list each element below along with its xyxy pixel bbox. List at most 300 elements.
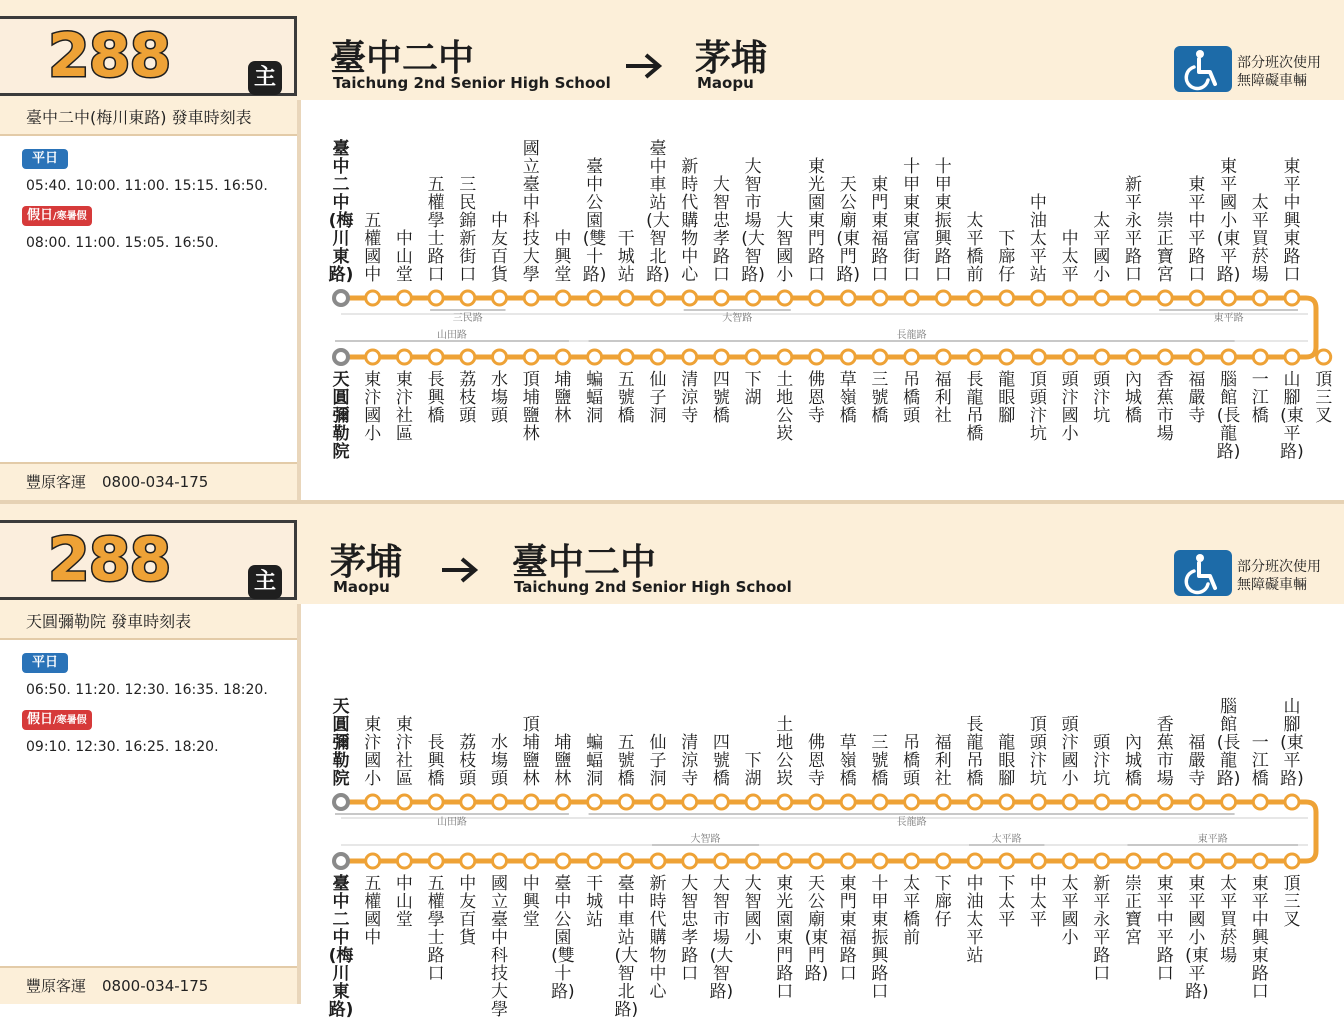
stop-name: 新時代購物中心 [681, 157, 699, 285]
stop-name: 長龍吊橋 [966, 370, 984, 444]
stop-name: 中山堂 [395, 229, 413, 285]
stop-name: 頭汴坑 [1093, 370, 1111, 426]
stop-marker [619, 350, 633, 364]
operator-name: 豐原客運 [26, 977, 87, 995]
stop-marker [905, 291, 919, 305]
stop-marker [461, 350, 475, 364]
stop-marker [1158, 795, 1172, 809]
stop-marker [619, 291, 633, 305]
stop-marker [651, 350, 665, 364]
stop-marker [1158, 291, 1172, 305]
stop-marker [1095, 291, 1109, 305]
weekday-times: 06:50. 11:20. 12:30. 16:35. 18:20. [26, 682, 268, 698]
weekday-times: 05:40. 10:00. 11:00. 15:15. 16:50. [26, 178, 268, 194]
stop-name: 太平買菸場 [1251, 193, 1269, 285]
stop-name: 埔鹽林 [554, 370, 572, 426]
stop-marker [1127, 291, 1141, 305]
stop-marker [366, 854, 380, 868]
route-number-box [0, 520, 297, 600]
stop-name: 長興橋 [427, 370, 445, 426]
stop-name: 三號橋 [871, 370, 889, 426]
stop-marker [841, 854, 855, 868]
stop-name: 蝙蝠洞 [586, 733, 604, 789]
accessible-note-line1: 部分班次使用 [1237, 559, 1321, 575]
stop-marker [1000, 350, 1014, 364]
stop-marker [936, 795, 950, 809]
stop-marker [619, 795, 633, 809]
stop-marker [841, 350, 855, 364]
stop-marker [1285, 350, 1299, 364]
stop-name: 大智市場(大智路) [709, 874, 734, 1002]
stop-name: 國立臺中科技大學 [522, 139, 540, 285]
stop-marker [905, 854, 919, 868]
stop-marker [1031, 854, 1045, 868]
panel-return [0, 504, 1344, 1020]
stop-marker [968, 291, 982, 305]
stop-marker [588, 795, 602, 809]
stop-name: 東平中興東路口 [1283, 157, 1301, 285]
stop-marker [493, 795, 507, 809]
stop-name: 頂埔鹽林 [522, 370, 540, 444]
stop-name: 新時代購物中心 [649, 874, 667, 1002]
stop-name: 下廍仔 [998, 229, 1016, 285]
stop-name: 十甲東東富街口 [903, 157, 921, 285]
stop-marker [1158, 350, 1172, 364]
holiday-tag-sub: /寒暑假 [53, 715, 87, 726]
stop-name: 頭汴坑 [1093, 733, 1111, 789]
stop-name: 三號橋 [871, 733, 889, 789]
stop-name: 東光園東門路口 [776, 874, 794, 1002]
stop-name: 五權國中 [364, 874, 382, 948]
stop-marker [968, 350, 982, 364]
stop-name: 一江橋 [1251, 733, 1269, 789]
stop-name: 臺中公園(雙十路) [582, 157, 607, 285]
stop-marker [429, 291, 443, 305]
stop-marker [873, 350, 887, 364]
stop-name: 崇正寶宮 [1125, 874, 1142, 948]
stop-marker [936, 291, 950, 305]
stop-marker [619, 854, 633, 868]
operator-name: 豐原客運 [26, 473, 87, 491]
stop-name: 臺中二中(梅川東路) [328, 874, 354, 1020]
stop-marker [746, 854, 760, 868]
stop-marker [397, 291, 411, 305]
road-label: 大智路 [722, 313, 753, 324]
stop-name: 長龍吊橋 [966, 715, 984, 789]
origin-name-en: Maopu [333, 578, 390, 596]
stop-name: 干城站 [586, 874, 604, 930]
stop-name: 國立臺中科技大學 [491, 874, 508, 1020]
destination-name-en: Maopu [697, 74, 754, 92]
stop-marker [1222, 291, 1236, 305]
stop-name: 中山堂 [395, 874, 413, 930]
stop-name: 東門東福路口 [871, 175, 889, 285]
stop-name: 香蕉市場 [1156, 715, 1174, 789]
stop-marker [1095, 350, 1109, 364]
arrow-right-icon [624, 52, 664, 80]
stop-name: 福利社 [934, 370, 952, 426]
stop-marker [1285, 795, 1299, 809]
holiday-tag-label: 假日 [27, 208, 54, 223]
stop-name: 福嚴寺 [1188, 370, 1206, 426]
stop-marker [588, 291, 602, 305]
stop-marker [905, 795, 919, 809]
stop-name: 十甲東振興路口 [871, 874, 889, 1002]
stop-name: 三民錦新街口 [459, 175, 477, 285]
route-line [341, 298, 1316, 357]
stop-marker [778, 795, 792, 809]
stop-name: 中友百貨 [491, 211, 508, 285]
stop-marker [1063, 291, 1077, 305]
stop-marker [810, 350, 824, 364]
road-label: 三民路 [452, 313, 483, 324]
stop-marker [429, 854, 443, 868]
stop-marker [334, 795, 348, 809]
stop-name: 中太平 [1029, 874, 1047, 930]
stop-marker [493, 350, 507, 364]
stop-name: 頂頭汴坑 [1029, 370, 1047, 444]
stop-marker [746, 291, 760, 305]
stop-marker [936, 350, 950, 364]
stop-name: 天公廟(東門路) [804, 874, 829, 984]
stop-name: 腦館(長龍路) [1216, 370, 1241, 462]
stop-marker [556, 795, 570, 809]
operator-footer [0, 462, 297, 500]
stop-name: 干城站 [617, 229, 635, 285]
stop-name: 頂頭汴坑 [1029, 715, 1047, 789]
holiday-tag [22, 710, 92, 730]
stop-name: 東汴國小 [364, 370, 382, 444]
stop-name: 下太平 [998, 874, 1016, 930]
stop-name: 草嶺橋 [839, 733, 857, 789]
holiday-tag-label: 假日 [27, 712, 54, 727]
stop-marker [1253, 291, 1267, 305]
stop-name: 中油太平站 [1029, 193, 1047, 285]
stop-name: 頂三叉 [1283, 874, 1301, 930]
stop-name: 東汴社區 [395, 715, 413, 789]
stop-name: 吊橋頭 [903, 733, 921, 789]
accessible-note [1237, 558, 1321, 594]
origin-name-en: Taichung 2nd Senior High School [333, 74, 611, 92]
destination-name: 茅埔 [695, 38, 768, 79]
origin-name: 臺中二中 [330, 38, 475, 79]
stop-marker [1158, 854, 1172, 868]
stop-name: 太平橋前 [966, 211, 984, 285]
road-label: 東平路 [1213, 313, 1244, 324]
stop-name: 大智忠孝路口 [712, 175, 730, 285]
stop-name: 五號橋 [617, 370, 635, 426]
stop-marker [683, 854, 697, 868]
stop-name: 土地公崁 [776, 715, 794, 789]
stop-name: 下廍仔 [934, 874, 952, 930]
holiday-times: 09:10. 12:30. 16:25. 18:20. [26, 739, 219, 755]
stop-marker [1000, 291, 1014, 305]
stop-marker [397, 350, 411, 364]
route-diagram [300, 604, 1344, 1020]
route-diagram [300, 100, 1344, 500]
stop-marker [1190, 795, 1204, 809]
stop-name: 東平國小(東平路) [1216, 157, 1241, 285]
stop-name: 清涼寺 [681, 370, 699, 426]
stop-name: 草嶺橋 [839, 370, 857, 426]
stop-marker [683, 291, 697, 305]
stop-name: 下湖 [744, 370, 762, 408]
stop-marker [778, 291, 792, 305]
stop-marker [397, 795, 411, 809]
accessible-note [1237, 54, 1321, 90]
stop-marker [1222, 854, 1236, 868]
stop-name: 中太平 [1061, 229, 1079, 285]
stop-name: 內城橋 [1125, 370, 1142, 426]
holiday-times: 08:00. 11:00. 15:05. 16:50. [26, 235, 219, 251]
road-label: 長龍路 [896, 330, 927, 341]
stop-name: 頭汴國小 [1061, 370, 1079, 444]
stop-name: 臺中車站(大智北路) [614, 874, 639, 1020]
stop-marker [746, 350, 760, 364]
stop-marker [1317, 350, 1331, 364]
holiday-tag [22, 206, 92, 226]
stop-marker [1063, 350, 1077, 364]
stop-name: 佛恩寺 [808, 733, 825, 789]
stop-name: 五號橋 [617, 733, 635, 789]
stop-name: 臺中公園(雙十路) [551, 874, 575, 1002]
stop-marker [556, 854, 570, 868]
stop-marker [1253, 350, 1267, 364]
accessible-note-line2: 無障礙車輛 [1237, 577, 1307, 593]
stop-marker [493, 854, 507, 868]
stop-marker [1190, 291, 1204, 305]
stop-marker [778, 350, 792, 364]
stop-marker [1063, 795, 1077, 809]
stop-marker [1127, 854, 1141, 868]
stop-marker [1063, 854, 1077, 868]
stop-name: 一江橋 [1251, 370, 1269, 426]
main-route-tag: 主 [248, 61, 282, 95]
stop-name: 新平永平路口 [1093, 874, 1111, 984]
stop-name: 福利社 [934, 733, 952, 789]
stop-name: 福嚴寺 [1188, 733, 1206, 789]
stop-name: 東汴社區 [395, 370, 413, 444]
stop-marker [1127, 350, 1141, 364]
stop-marker [524, 854, 538, 868]
stop-marker [1190, 350, 1204, 364]
wheelchair-icon [1174, 550, 1232, 596]
stop-name: 仙子洞 [649, 733, 667, 789]
road-label: 東平路 [1197, 834, 1228, 845]
stop-name: 山腳(東平路) [1280, 697, 1304, 789]
stop-marker [1222, 795, 1236, 809]
stop-name: 東汴國小 [364, 715, 382, 789]
stop-marker [873, 795, 887, 809]
stop-name: 太平國小 [1061, 874, 1079, 948]
stop-marker [810, 795, 824, 809]
stop-name: 臺中車站(大智北路) [646, 139, 670, 285]
destination-name: 臺中二中 [512, 542, 657, 583]
stop-name: 天公廟(東門路) [836, 175, 860, 285]
stop-marker [429, 350, 443, 364]
stop-marker [1253, 795, 1267, 809]
stop-marker [841, 795, 855, 809]
stop-marker [524, 291, 538, 305]
stop-marker [588, 854, 602, 868]
stop-marker [651, 795, 665, 809]
stop-name: 大智國小 [776, 211, 794, 285]
stop-name: 東平中平路口 [1188, 175, 1206, 285]
stop-marker [461, 854, 475, 868]
stop-marker [1031, 291, 1045, 305]
stop-name: 埔鹽林 [554, 733, 572, 789]
stop-name: 仙子洞 [649, 370, 667, 426]
destination-name-en: Taichung 2nd Senior High School [514, 578, 792, 596]
stop-marker [461, 291, 475, 305]
schedule-title: 臺中二中(梅川東路) 發車時刻表 [0, 100, 297, 136]
stop-marker [1190, 854, 1204, 868]
stop-name: 龍眼腳 [998, 733, 1016, 789]
stop-name: 五權學士路口 [427, 175, 445, 285]
stop-marker [714, 854, 728, 868]
operator-phone: 0800-034-175 [102, 977, 209, 995]
stop-name: 天圓彌勒院 [332, 697, 350, 789]
stop-marker [810, 291, 824, 305]
stop-marker [461, 795, 475, 809]
stop-name: 頂三叉 [1315, 370, 1333, 426]
stop-marker [936, 854, 950, 868]
stop-name: 五權國中 [364, 211, 382, 285]
stop-name: 水塲頭 [491, 733, 508, 789]
stop-name: 太平橋前 [903, 874, 921, 948]
stop-name: 四號橋 [712, 733, 730, 789]
stop-marker [1000, 795, 1014, 809]
stop-marker [810, 854, 824, 868]
stop-marker [968, 854, 982, 868]
stop-marker [334, 291, 348, 305]
stop-name: 荔枝頭 [459, 370, 477, 426]
stop-name: 臺中二中(梅川東路) [328, 139, 354, 285]
stop-marker [1285, 854, 1299, 868]
stop-name: 香蕉市場 [1156, 370, 1174, 444]
road-label: 長龍路 [896, 817, 927, 828]
route-number: 288 [48, 21, 171, 91]
stop-name: 中興堂 [522, 874, 540, 930]
stop-name: 清涼寺 [681, 733, 699, 789]
schedule-title: 天圓彌勒院 發車時刻表 [0, 604, 297, 640]
stop-marker [334, 854, 348, 868]
stop-marker [366, 350, 380, 364]
stop-marker [524, 795, 538, 809]
stop-marker [778, 854, 792, 868]
stop-name: 東門東福路口 [839, 874, 857, 984]
stop-marker [429, 795, 443, 809]
stop-marker [556, 350, 570, 364]
stop-marker [334, 350, 348, 364]
road-label: 山田路 [436, 817, 467, 828]
route-number: 288 [48, 525, 171, 595]
stop-marker [1253, 854, 1267, 868]
main-route-tag: 主 [248, 565, 282, 599]
stop-marker [1031, 350, 1045, 364]
stop-marker [683, 795, 697, 809]
road-label: 太平路 [991, 834, 1022, 845]
stop-marker [714, 350, 728, 364]
stop-name: 龍眼腳 [998, 370, 1016, 426]
stop-name: 中油太平站 [966, 874, 984, 966]
stop-name: 新平永平路口 [1125, 175, 1142, 285]
stop-name: 五權學士路口 [427, 874, 445, 984]
stop-name: 蝙蝠洞 [586, 370, 604, 426]
origin-name: 茅埔 [330, 542, 403, 583]
stop-marker [651, 291, 665, 305]
stop-marker [905, 350, 919, 364]
operator-footer [0, 966, 297, 1004]
holiday-tag-sub: /寒暑假 [53, 211, 87, 222]
stop-name: 佛恩寺 [808, 370, 825, 426]
route-line [341, 802, 1316, 861]
stop-name: 頭汴國小 [1061, 715, 1079, 789]
stop-marker [1031, 795, 1045, 809]
stop-marker [714, 291, 728, 305]
stop-marker [1222, 350, 1236, 364]
stop-name: 荔枝頭 [459, 733, 477, 789]
road-label: 山田路 [436, 330, 467, 341]
stop-marker [524, 350, 538, 364]
accessible-note-line2: 無障礙車輛 [1237, 73, 1307, 89]
stop-marker [1095, 854, 1109, 868]
panel-outbound [0, 0, 1344, 500]
stop-name: 腦館(長龍路) [1216, 697, 1241, 789]
stop-marker [1127, 795, 1141, 809]
weekday-tag: 平日 [22, 149, 68, 169]
arrow-right-icon [440, 556, 480, 584]
stop-name: 太平國小 [1093, 211, 1111, 285]
stop-marker [841, 291, 855, 305]
stop-name: 東光園東門路口 [808, 157, 825, 285]
stop-name: 東平中興東路口 [1251, 874, 1269, 1002]
stop-marker [683, 350, 697, 364]
operator-phone: 0800-034-175 [102, 473, 209, 491]
stop-name: 大智忠孝路口 [681, 874, 699, 984]
stop-name: 天圓彌勒院 [332, 370, 350, 462]
route-number-box [0, 16, 297, 96]
stop-marker [873, 854, 887, 868]
road-label: 大智路 [690, 834, 721, 845]
stop-name: 水塲頭 [491, 370, 508, 426]
stop-marker [1000, 854, 1014, 868]
stop-marker [366, 795, 380, 809]
stop-name: 崇正寶宮 [1156, 211, 1174, 285]
schedule-column [0, 604, 301, 1004]
stop-marker [397, 854, 411, 868]
stop-name: 十甲東振興路口 [934, 157, 952, 285]
wheelchair-icon [1174, 46, 1232, 92]
stop-name: 中友百貨 [459, 874, 477, 948]
stop-name: 山腳(東平路) [1280, 370, 1304, 462]
stop-marker [746, 795, 760, 809]
stop-marker [493, 291, 507, 305]
stop-marker [1285, 291, 1299, 305]
stop-marker [1095, 795, 1109, 809]
stop-name: 內城橋 [1125, 733, 1142, 789]
stop-name: 大智國小 [744, 874, 762, 948]
schedule-column [0, 100, 301, 500]
stop-marker [366, 291, 380, 305]
stop-name: 四號橋 [712, 370, 730, 426]
stop-marker [873, 291, 887, 305]
stop-name: 土地公崁 [776, 370, 794, 444]
stop-name: 東平中平路口 [1156, 874, 1174, 984]
stop-name: 東平國小(東平路) [1185, 874, 1209, 1002]
stop-marker [968, 795, 982, 809]
stop-name: 吊橋頭 [903, 370, 921, 426]
